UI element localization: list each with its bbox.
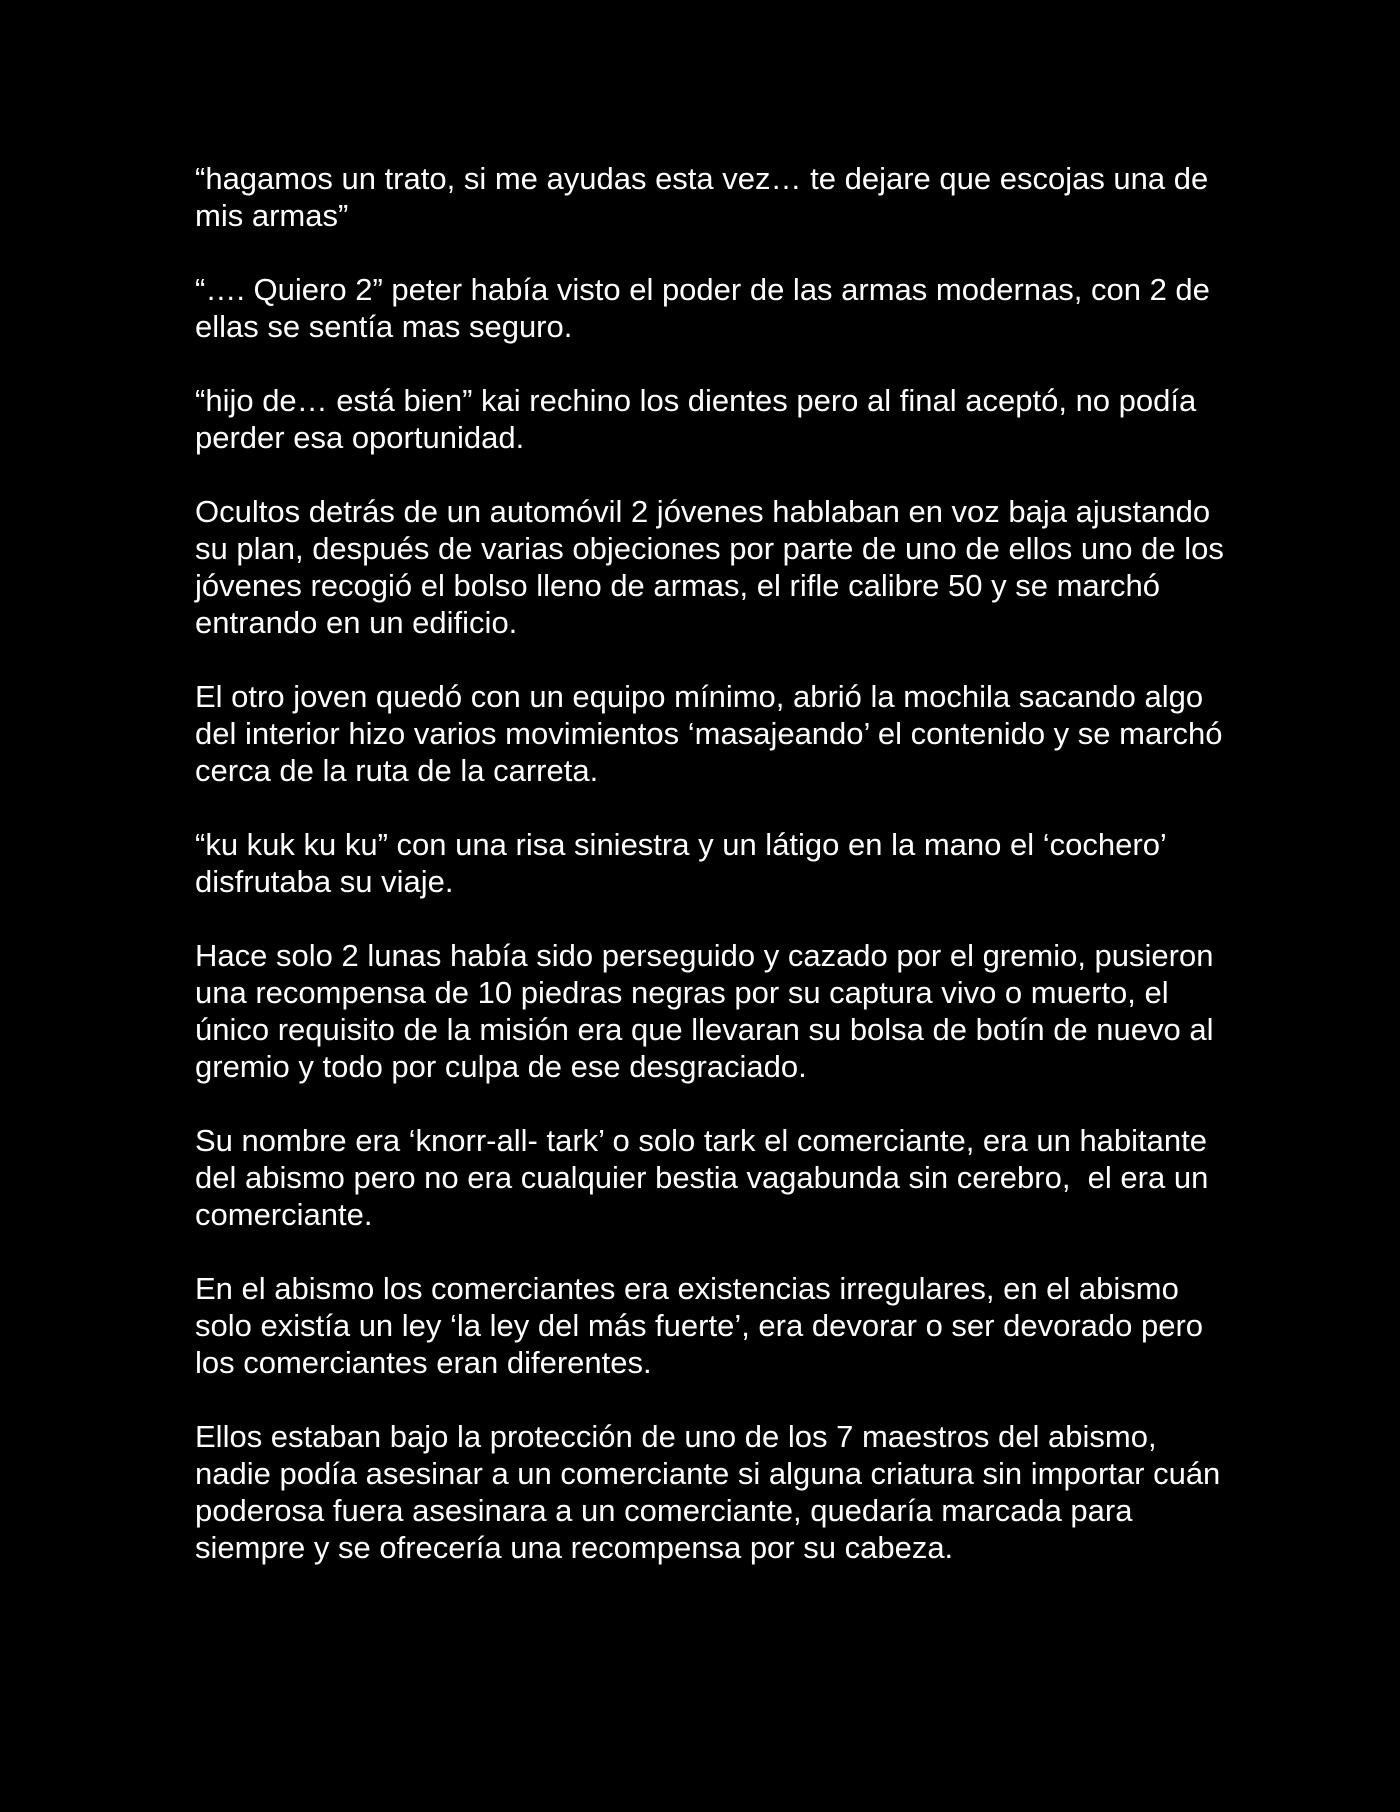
- paragraph: “ku kuk ku ku” con una risa siniestra y un látigo en la mano el ‘cochero’ disfrutaba su viaje.: [195, 827, 1175, 899]
- paragraph: “hijo de… está bien” kai rechino los dientes pero al final aceptó, no podía perder esa oportunidad.: [195, 383, 1205, 455]
- paragraph: Su nombre era ‘knorr-all- tark’ o solo tark el comerciante, era un habitante del abismo pero no era cualquier bestia vagabunda sin cerebro, el era un comerciante.: [195, 1123, 1217, 1232]
- paragraph: En el abismo los comerciantes era existencias irregulares, en el abismo solo existía un ley ‘la ley del más fuerte’, era devorar o ser devorado pero los comerciantes eran diferentes.: [195, 1271, 1212, 1380]
- paragraph: Ocultos detrás de un automóvil 2 jóvenes hablaban en voz baja ajustando su plan, después de varias objeciones por parte de uno de ellos uno de los jóvenes recogió el bolso lleno de armas, el rifle calibre 50 y se marchó entrando en un edificio.: [195, 494, 1233, 640]
- paragraph: “hagamos un trato, si me ayudas esta vez… te dejare que escojas una de mis armas”: [195, 161, 1217, 233]
- document-body: [195, 160, 1233, 1603]
- paragraph: Hace solo 2 lunas había sido perseguido y cazado por el gremio, pusieron una recompensa de 10 piedras negras por su captura vivo o muerto, el único requisito de la misión era que llevaran su bolsa de botín de nuevo al gremio y todo por culpa de ese desgraciado.: [195, 938, 1223, 1084]
- paragraph: “…. Quiero 2” peter había visto el poder de las armas modernas, con 2 de ellas se sentía mas seguro.: [195, 272, 1219, 344]
- paragraph: El otro joven quedó con un equipo mínimo, abrió la mochila sacando algo del interior hizo varios movimientos ‘masajeando’ el contenido y se marchó cerca de la ruta de la carreta.: [195, 679, 1232, 788]
- paragraph: Ellos estaban bajo la protección de uno de los 7 maestros del abismo, nadie podía asesinar a un comerciante si alguna criatura sin importar cuán poderosa fuera asesinara a un comerciante, quedaría marcada para siempre y se ofrecería una recompensa por su cabeza.: [195, 1419, 1229, 1565]
